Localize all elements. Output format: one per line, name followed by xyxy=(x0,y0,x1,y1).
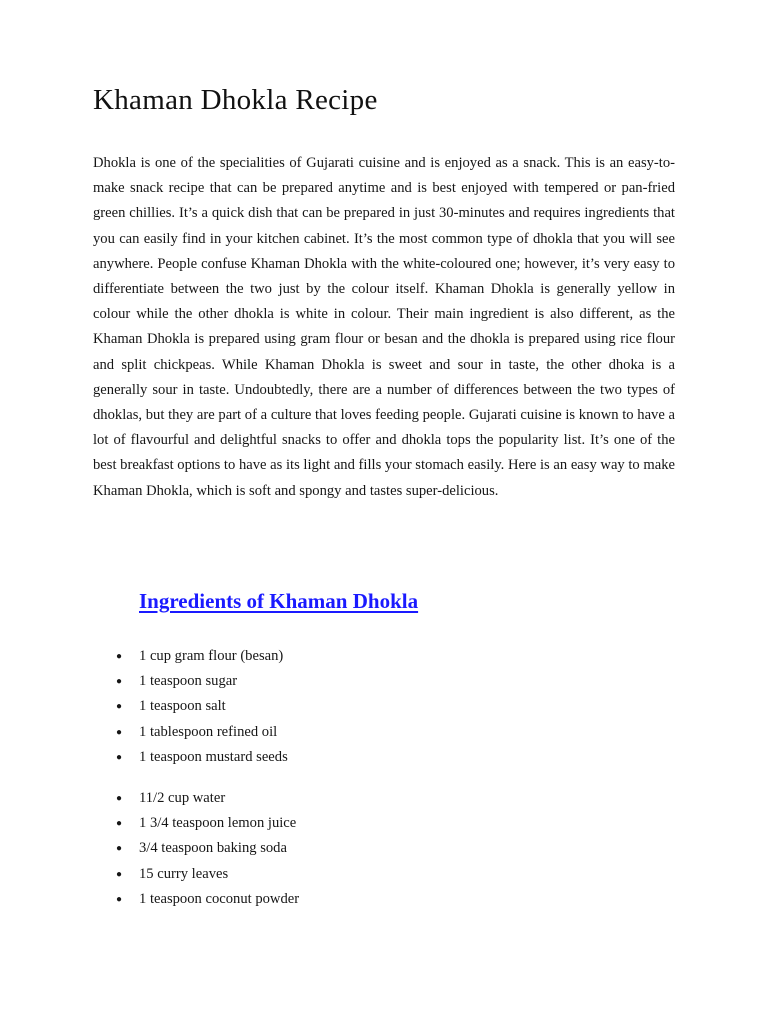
ingredient-text: 1 teaspoon coconut powder xyxy=(139,890,300,907)
bullet-icon: ● xyxy=(116,676,123,688)
intro-paragraph: Dhokla is one of the specialities of Gujarati cuisine and is enjoyed as a snack. This is an easy-to-make snack recipe that can be prepared anytime and is best enjoyed with tempered or pan-fried green chillies. It’s a quick dish that can be prepared in just 30-minutes and requires ingredients that you can easily find in your kitchen cabinet. It’s the most common type of dhokla that you will see anywhere. People confuse Khaman Dhokla with the white-coloured one; however, it’s very easy to differentiate between the two just by the colour itself. Khaman Dhokla is generally yellow in colour while the other dhokla is white in colour. Their main ingredient is also different, as the Khaman Dhokla is prepared using gram flour or besan and the dhokla is prepared using rice flour and split chickpeas. While Khaman Dhokla is sweet and sour in taste, the other dhoka is a generally sour in taste. Undoubtedly, there are a number of differences between the two types of dhoklas, but they are part of a culture that loves feeding people. Gujarati cuisine is known to have a lot of flavourful and delightful snacks to offer and dhokla tops the popularity list. It’s one of the best breakfast options to have as its light and fills your stomach easily. Here is an easy way to make Khaman Dhokla, which is soft and spongy and tastes super-delicious. xyxy=(93,155,675,499)
list-item xyxy=(111,887,299,912)
ingredient-text: 1 3/4 teaspoon lemon juice xyxy=(139,815,297,832)
ingredients-list-1 xyxy=(111,644,288,770)
bullet-icon: ● xyxy=(116,793,123,804)
bullet-icon: ● xyxy=(116,818,123,830)
bullet-icon: ● xyxy=(116,868,123,880)
list-item xyxy=(111,745,288,770)
ingredients-heading-link[interactable]: Ingredients of Khaman Dhokla xyxy=(139,589,419,613)
ingredient-text: 3/4 teaspoon baking soda xyxy=(139,840,287,857)
ingredient-text: 1 teaspoon mustard seeds xyxy=(139,748,288,765)
ingredient-text: 11/2 cup water xyxy=(139,790,226,806)
ingredient-text: 1 cup gram flour (besan) xyxy=(139,648,284,664)
list-item xyxy=(111,786,299,811)
ingredients-list-2 xyxy=(111,786,299,912)
ingredient-text: 15 curry leaves xyxy=(139,865,229,882)
bullet-icon: ● xyxy=(116,893,123,905)
bullet-icon: ● xyxy=(116,843,123,855)
list-item xyxy=(111,836,299,861)
ingredient-text: 1 teaspoon salt xyxy=(139,698,226,715)
page-title: Khaman Dhokla Recipe xyxy=(93,84,378,116)
bullet-icon: ● xyxy=(116,751,123,763)
bullet-icon: ● xyxy=(116,651,123,662)
list-item xyxy=(111,720,288,745)
ingredient-text: 1 tablespoon refined oil xyxy=(139,723,278,740)
bullet-icon: ● xyxy=(116,701,123,713)
list-item xyxy=(111,644,288,669)
ingredient-text: 1 teaspoon sugar xyxy=(139,673,238,690)
list-item xyxy=(111,669,288,694)
bullet-icon: ● xyxy=(116,726,123,738)
list-item xyxy=(111,811,299,836)
list-item xyxy=(111,694,288,719)
list-item xyxy=(111,862,299,887)
